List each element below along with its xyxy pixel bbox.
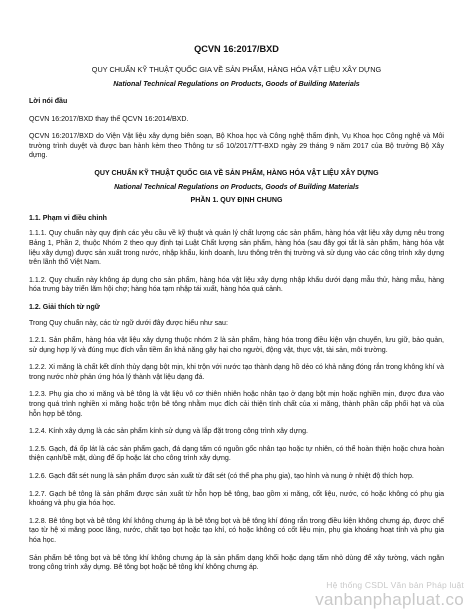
watermark-domain: vanbanphapluat.co [315, 590, 464, 609]
watermark-caption: Hệ thống CSDL Văn bản Pháp luật [326, 580, 464, 590]
clause-paragraph: 1.2.7. Gạch bê tông là sản phẩm được sản xuất từ hỗn hợp bê tông, bao gồm xi măng, cốt liệu, nước, có hoặc không có phụ gia khoáng và phụ gia hóa học. [29, 490, 444, 508]
section-heading: 1.2. Giải thích từ ngữ [29, 303, 100, 311]
clause-paragraph: 1.2.1. Sản phẩm, hàng hóa vật liệu xây dựng thuộc nhóm 2 là sản phẩm, hàng hóa trong điều kiện vận chuyển, lưu giữ, bảo quản, sử dụng hợp lý và đúng mục đích vẫn tiềm ẩn khả năng gây hại cho người, động vật, thực vật, tài sản, môi trường. [29, 337, 444, 354]
intro-paragraph: Trong Quy chuẩn này, các từ ngữ dưới đây được hiểu như sau: [29, 319, 228, 327]
preface-paragraph: QCVN 16:2017/BXD do Viện Vật liệu xây dựng biên soạn, Bộ Khoa học và Công nghệ thẩm định, Vụ Khoa học Công nghệ và Môi trường trình duyệt và được ban hành kèm theo Thông tư số 10/2017/TT-BXD ngày 29 tháng 9 năm 2017 của Bộ trưởng Bộ Xây dựng. [29, 133, 444, 160]
clause-paragraph: 1.2.6. Gạch đất sét nung là sản phẩm được sản xuất từ đất sét (có thể pha phụ gia), tạo hình và nung ở nhiệt độ thích hợp. [29, 473, 414, 481]
clause-paragraph: 1.2.5. Gạch, đá ốp lát là các sản phẩm gạch, đá dạng tấm có nguồn gốc nhân tạo hoặc tự nhiên, có thể hoàn thiện hoặc chưa hoàn thiện cạnh/bề mặt, dùng để ốp hoặc lát cho công trình xây dựng. [29, 445, 444, 463]
clause-paragraph: 1.2.8. Bê tông bọt và bê tông khí không chưng áp là bê tông bọt và bê tông khí đóng rắn trong điều kiện không chưng áp, được chế tạo từ hệ xi măng pooc lăng, nước, chất tạo bọt hoặc tạo khí, có hoặc không có cốt liệu mịn, phụ gia khoáng hoạt tính và phụ gia hóa học. [29, 517, 444, 544]
section-heading: 1.1. Phạm vi điều chỉnh [29, 214, 107, 222]
document-english-title: National Technical Regulations on Products, Goods of Building Materials [113, 80, 360, 88]
clause-paragraph: 1.2.3. Phụ gia cho xi măng và bê tông là vật liệu vô cơ thiên nhiên hoặc nhân tạo ở dạng bột mịn hoặc nghiền mịn, được đưa vào trong quá trình nghiền xi măng hoặc trộn bê tông nhằm mục đích cải thiện tính chất của xi măng, thành phần cấp phối hạt và của hỗn hợp bê tông. [29, 391, 444, 418]
clause-paragraph: 1.1.2. Quy chuẩn này không áp dụng cho sản phẩm, hàng hóa vật liệu xây dựng nhập khẩu dưới dạng mẫu thử, hàng mẫu, hàng hóa trưng bày triển lãm hội chợ; hàng hóa tạm nhập tái xuất, hàng hóa quá cảnh. [29, 276, 444, 294]
clause-paragraph: 1.2.4. Kính xây dựng là các sản phẩm kính sử dụng và lắp đặt trong công trình xây dựng. [29, 428, 308, 436]
preface-paragraph: QCVN 16:2017/BXD thay thế QCVN 16:2014/BXD. [29, 115, 189, 123]
regulation-english-title: National Technical Regulations on Products, Goods of Building Materials [114, 183, 359, 191]
regulation-title: QUY CHUẨN KỸ THUẬT QUỐC GIA VỀ SẢN PHẨM, HÀNG HÓA VẬT LIỆU XÂY DỰNG [94, 169, 379, 177]
preface-heading: Lời nói đầu [29, 98, 68, 105]
part-title: PHẦN 1. QUY ĐỊNH CHUNG [190, 197, 283, 205]
clause-paragraph: 1.2.2. Xi măng là chất kết dính thủy dạng bột mịn, khi trộn với nước tạo thành dạng hồ dẻo có khả năng đóng rắn trong không khí và trong nước nhờ phản ứng hóa lý thành vật liệu dạng đá. [29, 364, 444, 381]
document-main-title: QUY CHUẨN KỸ THUẬT QUỐC GIA VỀ SẢN PHẨM, HÀNG HÓA VẬT LIỆU XÂY DỰNG [91, 65, 382, 74]
clause-paragraph: Sản phẩm bê tông bọt và bê tông khí không chưng áp là sản phẩm dạng khối hoặc dạng tấm nhỏ dùng để xây tường, vách ngăn trong công trình xây dựng. Bê tông bọt hoặc bê tông khí không chưng áp. [29, 554, 444, 572]
clause-paragraph: 1.1.1. Quy chuẩn này quy định các yêu cầu về kỹ thuật và quản lý chất lượng các sản phẩm, hàng hóa vật liệu xây dựng nêu trong Bảng 1, Phần 2, thuộc Nhóm 2 theo quy định tại Luật Chất lượng sản phẩm, hàng hóa (sau đây gọi tắt là sản phẩm, hàng hóa vật liệu xây dựng) được sản xuất trong nước, nhập khẩu, kinh doanh, lưu thông trên thị trường và sử dụng vào các công trình xây dựng trên lãnh thổ Việt Nam. [29, 230, 444, 267]
document-code-title: QCVN 16:2017/BXD [194, 44, 279, 54]
